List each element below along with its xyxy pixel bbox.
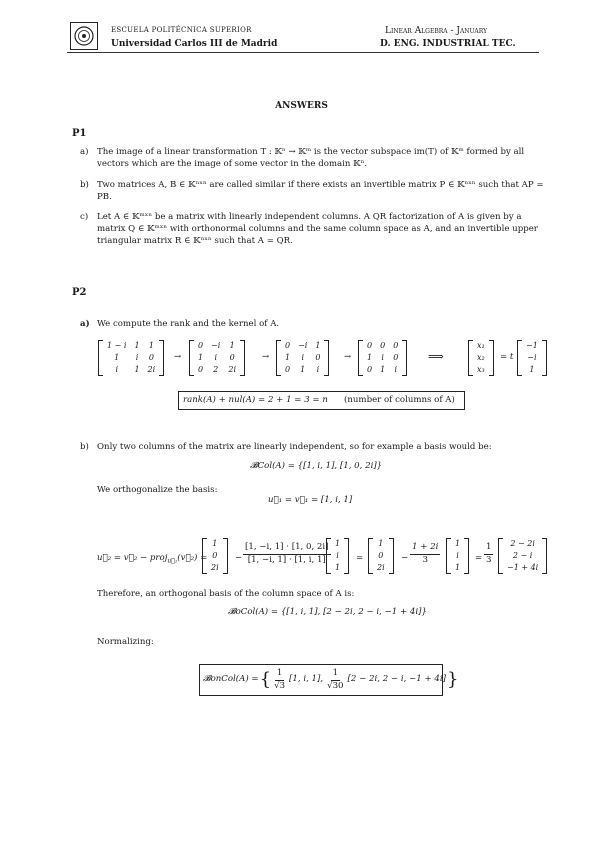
p2-a-text: We compute the rank and the kernel of A.	[97, 319, 280, 329]
arrow-3: →	[344, 352, 352, 362]
arrow-1: →	[174, 352, 182, 362]
kernel-param: = t	[500, 352, 514, 362]
final-lhs: 𝓑onCol(A) =	[203, 674, 259, 685]
v2-vector-repeat: 1 0 2i	[368, 538, 394, 574]
school-name: ESCUELA POLITÉCNICA SUPERIOR	[111, 26, 252, 34]
final-f1-den: √3	[274, 680, 286, 691]
university-name: Universidad Carlos III de Madrid	[111, 39, 278, 49]
final-v2: [2 − 2i, 2 − i, −1 + 4i]	[347, 674, 446, 685]
minus-sign-1: −	[235, 553, 243, 563]
equals-1: =	[356, 553, 364, 563]
basis-col: 𝓑Col(A) = {[1, i, 1], [1, 0, 2i]}	[250, 461, 383, 471]
u2-result-vector: 2 − 2i 2 − i −1 + 4i	[498, 538, 547, 574]
university-seal-icon	[74, 26, 94, 46]
rank-nullity-note: (number of columns of A)	[344, 395, 455, 405]
p2-b-label: b)	[80, 442, 89, 452]
normalizing-text: Normalizing:	[97, 637, 154, 647]
orthogonalize-text: We orthogonalize the basis:	[97, 485, 218, 495]
u1-vector-repeat: 1 i 1	[446, 538, 469, 574]
p1-item-c-label: c)	[80, 212, 89, 222]
third-num: 1	[484, 542, 493, 555]
degree-name: D. ENG. INDUSTRIAL TEC.	[380, 39, 516, 49]
u2-lhs-text: u⃗₂ = v⃗₂ − proj	[97, 553, 168, 563]
implies-arrow: ⟹	[428, 350, 444, 363]
matrix-step-2: 0 −i 1 1 i 0 0 1 i	[276, 340, 329, 376]
header-rule	[67, 52, 539, 53]
proj-frac-den: [1, −i, 1] · [1, i, 1]	[247, 554, 326, 565]
minus-sign-2: −	[401, 553, 409, 563]
p1-item-c-text: Let A ∈ 𝕂ᵐˣⁿ be a matrix with linearly independent columns. A QR factorization of A is given by a matrix Q ∈ 𝕂ᵐˣⁿ with orthonormal columns and the same column space as A, and an invertible upper triangular matrix R ∈ 𝕂ⁿˣⁿ such that A = QR.	[97, 212, 538, 247]
third-den: 3	[486, 554, 492, 565]
v2-vector: 1 0 2i	[202, 538, 228, 574]
final-f1-num: 1	[275, 668, 284, 681]
kernel-vector: −1 −i 1	[517, 340, 547, 376]
projection-fraction	[243, 542, 331, 566]
final-f2-den: √30	[327, 680, 344, 691]
proj-frac-num: [1, −i, 1] · [1, 0, 2i]	[243, 542, 331, 555]
p2-a-label: a)	[80, 319, 90, 329]
p1-item-a-label: a)	[80, 147, 89, 157]
u1-equation: u⃗₁ = v⃗₁ = [1, i, 1]	[268, 495, 353, 505]
p1-item-a-text: The image of a linear transformation T : 𝕂ⁿ → 𝕂ᵐ is the vector subspace im(T) of 𝕂ᵐ formed by all vectors which are the image of some vector in the domain 𝕂ⁿ.	[97, 147, 525, 170]
p2-b-text: Only two columns of the matrix are linearly independent, so for example a basis would be:	[97, 442, 492, 452]
third-fraction	[484, 542, 493, 566]
coef-num: 1 + 2i	[410, 542, 440, 555]
matrix-step-3: 0 0 0 1 i 0 0 1 i	[358, 340, 407, 376]
final-answer-box	[199, 664, 459, 696]
rank-nullity-box	[178, 391, 465, 410]
final-f2-num: 1	[331, 668, 340, 681]
kernel-variables: x₁ x₂ x₃	[468, 340, 494, 376]
coefficient-fraction	[410, 542, 440, 566]
rank-nullity-formula: rank(A) + nul(A) = 2 + 1 = 3 = n	[183, 395, 328, 405]
matrix-A: 1 − i 1 1 1 i 0 i 1 2i	[98, 340, 164, 376]
therefore-text: Therefore, an orthogonal basis of the column space of A is:	[97, 589, 355, 599]
course-name: Linear Algebra - January	[385, 26, 488, 36]
u2-proj-sub: u⃗₁	[167, 557, 178, 565]
matrix-step-1: 0 −i 1 1 i 0 0 2 2i	[189, 340, 245, 376]
p1-item-b-text: Two matrices A, B ∈ 𝕂ⁿˣⁿ are called similar if there exists an invertible matrix P ∈ 𝕂ⁿˣⁿ such that AP = PB.	[97, 180, 544, 203]
p1-heading: P1	[72, 128, 87, 139]
u2-proj-arg: (v⃗₂) =	[177, 553, 208, 563]
u2-lhs	[97, 553, 207, 566]
u1-vector: 1 i 1	[326, 538, 349, 574]
final-answer: 𝓑onCol(A) = { $\frac{1}{√3}$ [1, i, 1], $\frac{1}{√30}$ [2 − 2i, 2 − i, −1 + 4i] }	[203, 667, 459, 691]
university-logo	[70, 22, 98, 50]
equals-2: =	[475, 553, 483, 563]
arrow-2: →	[262, 352, 270, 362]
page-title: ANSWERS	[275, 101, 328, 111]
final-v1: [1, i, 1],	[289, 674, 324, 685]
p1-item-b-label: b)	[80, 180, 89, 190]
basis-ocol: 𝓑oCol(A) = {[1, i, 1], [2 − 2i, 2 − i, −1 + 4i]}	[228, 607, 427, 617]
coef-den: 3	[422, 554, 428, 565]
p2-heading: P2	[72, 287, 87, 298]
